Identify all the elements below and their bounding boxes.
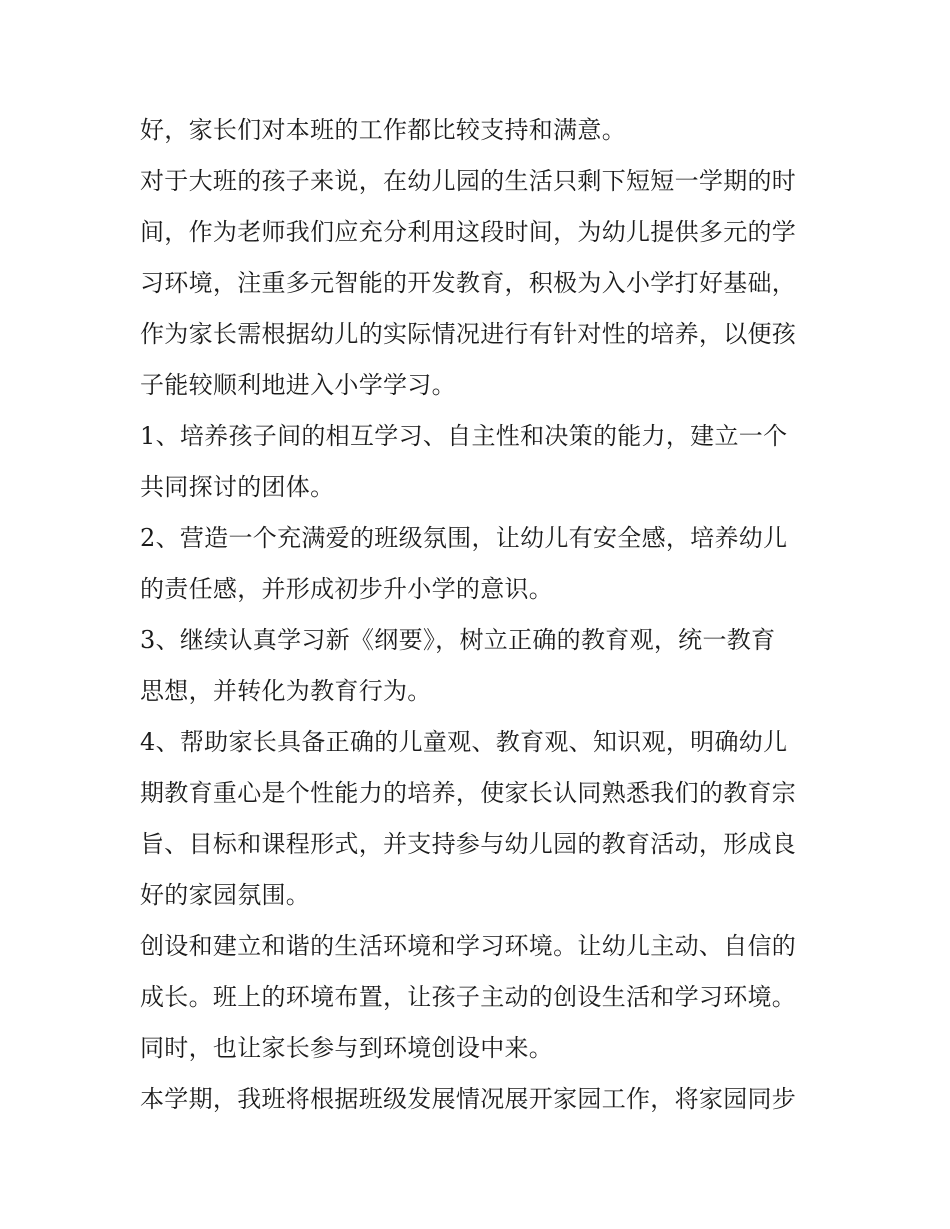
text-line: 对于大班的孩子来说，在幼儿园的生活只剩下短短一学期的时 — [140, 167, 797, 195]
text-line: 旨、目标和课程形式，并支持参与幼儿园的教育活动，形成良 — [140, 830, 797, 858]
text-line: 同时，也让家长参与到环境创设中来。 — [140, 1034, 554, 1062]
text-line: 期教育重心是个性能力的培养，使家长认同熟悉我们的教育宗 — [140, 779, 797, 807]
text-line: 好的家园氛围。 — [140, 881, 311, 909]
text-line: 本学期，我班将根据班级发展情况展开家园工作，将家园同步 — [140, 1085, 797, 1113]
text-line: 2、营造一个充满爱的班级氛围，让幼儿有安全感，培养幼儿 — [140, 524, 788, 552]
text-line: 4、帮助家长具备正确的儿童观、教育观、知识观，明确幼儿 — [140, 728, 788, 756]
text-line: 3、继续认真学习新《纲要》，树立正确的教育观，统一教育 — [140, 626, 776, 654]
text-line: 共同探讨的团体。 — [140, 473, 335, 501]
text-line: 创设和建立和谐的生活环境和学习环境。让幼儿主动、自信的 — [140, 932, 797, 960]
text-line: 的责任感，并形成初步升小学的意识。 — [140, 575, 554, 603]
text-line: 子能较顺利地进入小学学习。 — [140, 371, 456, 399]
text-line: 间，作为老师我们应充分利用这段时间，为幼儿提供多元的学 — [140, 218, 797, 246]
text-line: 1、培养孩子间的相互学习、自主性和决策的能力，建立一个 — [140, 422, 788, 450]
body-text — [140, 105, 820, 1125]
text-line: 成长。班上的环境布置，让孩子主动的创设生活和学习环境。 — [140, 983, 797, 1011]
text-line: 好，家长们对本班的工作都比较支持和满意。 — [140, 116, 626, 144]
text-line: 作为家长需根据幼儿的实际情况进行有针对性的培养，以便孩 — [140, 320, 797, 348]
text-line: 习环境，注重多元智能的开发教育，积极为入小学打好基础， — [140, 269, 797, 297]
text-line: 思想，并转化为教育行为。 — [140, 677, 432, 705]
